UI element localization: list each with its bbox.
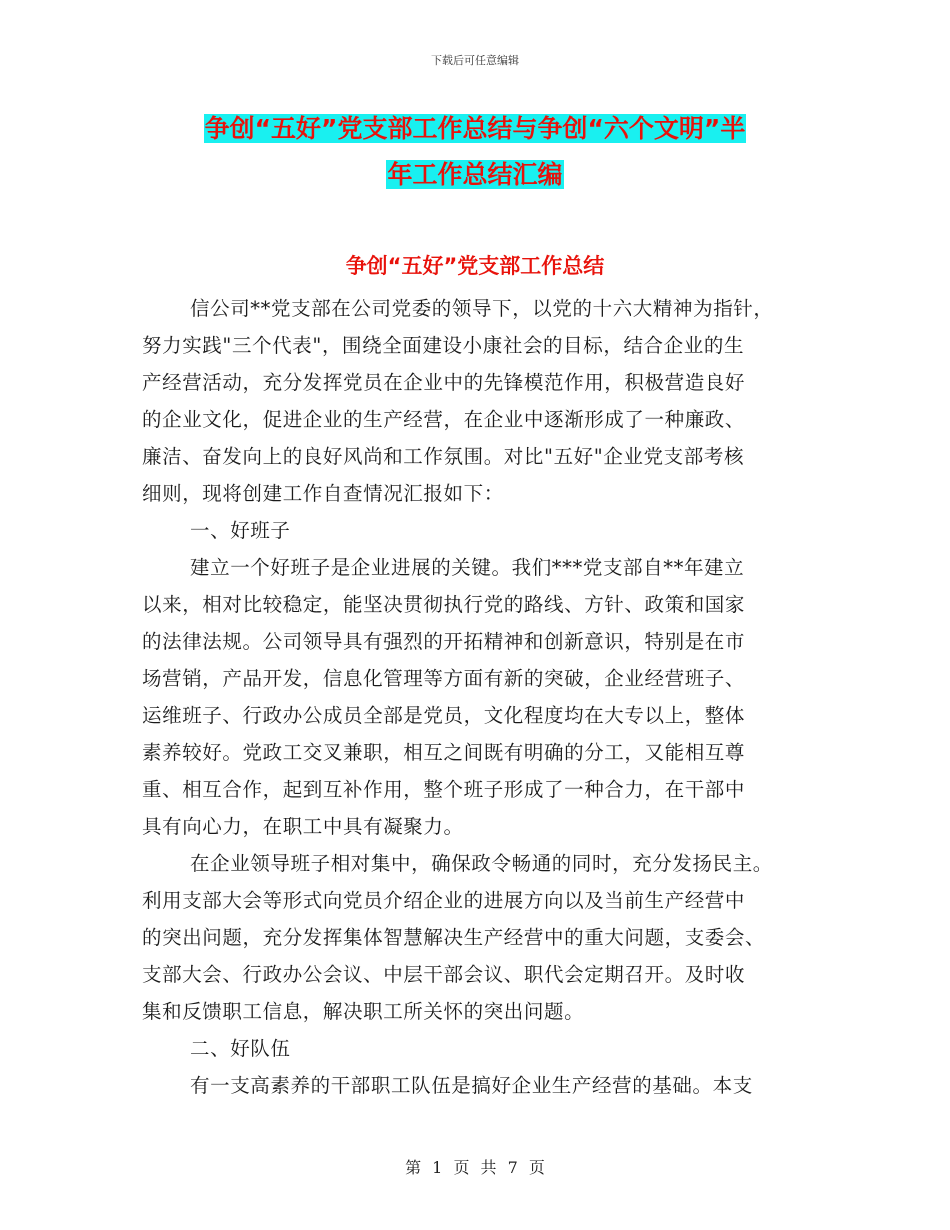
body-line: 廉洁、奋发向上的良好风尚和工作氛围。对比"五好"企业党支部考核 <box>142 445 745 468</box>
body-line: 有一支高素养的干部职工队伍是搞好企业生产经营的基础。本支 <box>190 1074 753 1097</box>
body-line: 运维班子、行政办公成员全部是党员，文化程度均在大专以上，整体 <box>142 704 746 727</box>
body-line: 支部大会、行政办公会议、中层干部会议、职代会定期召开。及时收 <box>142 963 746 986</box>
body-line: 重、相互合作，起到互补作用，整个班子形成了一种合力，在干部中 <box>142 778 746 801</box>
body-line: 细则，现将创建工作自查情况汇报如下： <box>142 482 504 505</box>
title-highlight-2: 年工作总结汇编 <box>387 160 563 189</box>
section-heading: 二、好队伍 <box>190 1037 291 1060</box>
body-line: 建立一个好班子是企业进展的关键。我们***党支部自**年建立 <box>190 556 745 579</box>
body-line: 在企业领导班子相对集中，确保政令畅通的同时，充分发扬民主。 <box>190 852 773 875</box>
document-title-line-2 <box>0 158 950 192</box>
body-line: 以来，相对比较稳定，能坚决贯彻执行党的路线、方针、政策和国家 <box>142 593 746 616</box>
page-footer: 第 1 页 共 7 页 <box>405 1158 545 1177</box>
body-line: 场营销，产品开发，信息化管理等方面有新的突破，企业经营班子、 <box>142 667 746 690</box>
body-line: 集和反馈职工信息，解决职工所关怀的突出问题。 <box>142 1000 585 1023</box>
body-line: 的企业文化，促进企业的生产经营，在企业中逐渐形成了一种廉政、 <box>142 408 746 431</box>
body-line: 利用支部大会等形式向党员介绍企业的进展方向以及当前生产经营中 <box>142 889 746 912</box>
section-heading: 一、好班子 <box>190 519 291 542</box>
body-line: 具有向心力，在职工中具有凝聚力。 <box>142 815 464 838</box>
body-line: 产经营活动，充分发挥党员在企业中的先锋模范作用，积极营造良好 <box>142 371 746 394</box>
document-title-line-1 <box>0 112 950 146</box>
body-line: 素养较好。党政工交叉兼职，相互之间既有明确的分工，又能相互尊 <box>142 741 746 764</box>
body-line: 信公司**党支部在公司党委的领导下，以党的十六大精神为指针， <box>190 297 774 320</box>
header-note: 下载后可任意编辑 <box>431 54 519 67</box>
body-line: 的突出问题，充分发挥集体智慧解决生产经营中的重大问题，支委会、 <box>142 926 766 949</box>
section-title: 争创“五好”党支部工作总结 <box>345 254 605 278</box>
body-line: 努力实践"三个代表"，围绕全面建设小康社会的目标，结合企业的生 <box>142 334 745 357</box>
title-highlight-1: 争创“五好”党支部工作总结与争创“六个文明”半 <box>204 114 746 143</box>
body-line: 的法律法规。公司领导具有强烈的开拓精神和创新意识，特别是在市 <box>142 630 746 653</box>
